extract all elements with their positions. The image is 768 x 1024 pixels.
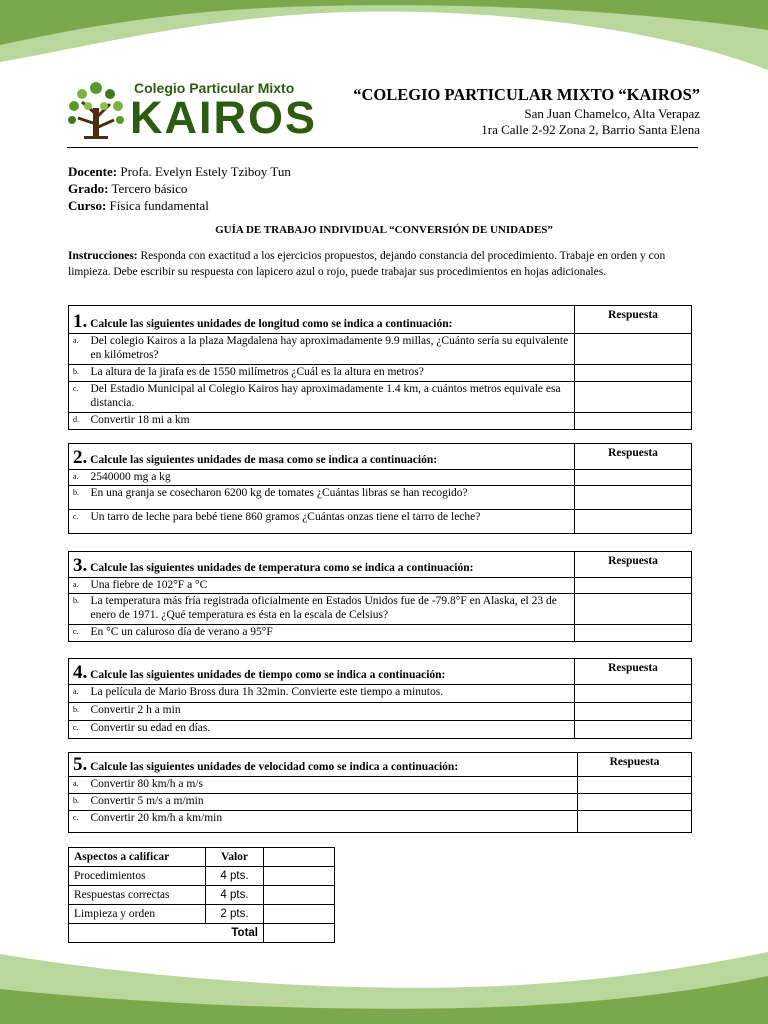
grade-line (68, 181, 187, 197)
grading-total-label: Total (69, 924, 264, 943)
section-1-heading: 1. Calcule las siguientes unidades de longitud como se indica a continuación: (69, 306, 575, 334)
question-text: Un tarro de leche para bebé tiene 860 gramos ¿Cuántas onzas tiene el tarro de leche? (87, 510, 575, 534)
top-wave-decoration (0, 0, 768, 90)
question-text: Convertir 18 mi a km (87, 413, 575, 430)
answer-cell[interactable] (575, 510, 692, 534)
school-address-city: San Juan Chamelco, Alta Verapaz (524, 106, 700, 121)
bottom-wave-decoration (0, 934, 768, 1024)
section-4-heading: 4. Calcule las siguientes unidades de tiempo como se indica a continuación: (69, 659, 575, 685)
school-address-street: 1ra Calle 2-92 Zona 2, Barrio Santa Elena (481, 122, 700, 137)
answer-cell[interactable] (575, 486, 692, 510)
question-text: Convertir 80 km/h a m/s (87, 777, 578, 794)
question-text: Una fiebre de 102°F a °C (87, 578, 575, 594)
question-text: Convertir su edad en días. (87, 721, 575, 739)
course-value: Física fundamental (109, 198, 209, 213)
question-text: Convertir 20 km/h a km/min (87, 811, 578, 833)
answer-header: Respuesta (575, 444, 692, 470)
grading-value: 4 pts. (206, 867, 264, 886)
answer-cell[interactable] (575, 382, 692, 413)
question-text: Del Estadio Municipal al Colegio Kairos hay aproximadamente 1.4 km, a cuántos metros equivale esa distancia. (87, 382, 575, 413)
question-text: La temperatura más fría registrada oficialmente en Estados Unidos fue de -79.8°F en Alaska, el 23 de enero de 1971. ¿Qué temperatura es ésta en la escala de Celsius? (87, 594, 575, 625)
school-title: “COLEGIO PARTICULAR MIXTO “KAIROS” (353, 85, 700, 104)
grade-value: Tercero básico (111, 181, 188, 196)
section-3-table: 3. Calcule las siguientes unidades de temperatura como se indica a continuación: Respuesta a. Una fiebre de 102°F a °C b. La temperatura más fría registrada oficialmente en Estados Unidos fue de -79.8°F en Alaska, el 23 de enero de 1971. ¿Qué temperatura es ésta en la escala de Celsius? c. En °C un caluroso día de verano a 95°F (68, 551, 692, 642)
answer-cell[interactable] (575, 721, 692, 739)
grading-aspect: Limpieza y orden (69, 905, 206, 924)
school-logo (64, 78, 316, 142)
answer-cell[interactable] (575, 703, 692, 721)
instructions-label: Instrucciones: (68, 250, 138, 262)
answer-header: Respuesta (578, 753, 692, 777)
section-5-table: 5. Calcule las siguientes unidades de velocidad como se indica a continuación: Respuesta a. Convertir 80 km/h a m/s b. Convertir 5 m/s a m/min c. Convertir 20 km/h a km/min (68, 752, 692, 833)
answer-cell[interactable] (575, 334, 692, 365)
section-3-heading: 3. Calcule las siguientes unidades de temperatura como se indica a continuación: (69, 552, 575, 578)
instructions (68, 248, 702, 280)
grading-score-cell[interactable] (264, 867, 335, 886)
grading-value: 2 pts. (206, 905, 264, 924)
guide-title: GUÍA DE TRABAJO INDIVIDUAL “CONVERSIÓN DE UNIDADES” (215, 224, 553, 236)
course-label: Curso: (68, 198, 107, 213)
section-5-heading: 5. Calcule las siguientes unidades de velocidad como se indica a continuación: (69, 753, 578, 777)
tree-logo-icon (64, 78, 128, 142)
answer-cell[interactable] (575, 413, 692, 430)
grading-value: 4 pts. (206, 886, 264, 905)
grading-score-cell[interactable] (264, 905, 335, 924)
answer-cell[interactable] (575, 685, 692, 703)
grading-total-cell[interactable] (264, 924, 335, 943)
section-2-heading: 2. Calcule las siguientes unidades de masa como se indica a continuación: (69, 444, 575, 470)
grading-header-aspect: Aspectos a calificar (69, 848, 206, 867)
answer-header: Respuesta (575, 552, 692, 578)
section-1-table: 1. Calcule las siguientes unidades de longitud como se indica a continuación: Respuesta a. Del colegio Kairos a la plaza Magdalena hay aproximadamente 9.9 millas, ¿Cuánto sería su equivalente en kilómetros? b. La altura de la jirafa es de 1550 milímetros ¿Cuál es la altura en metros? c. Del Estadio Municipal al Colegio Kairos hay aproximadamente 1.4 km, a cuántos metros equivale esa distancia. d. Convertir 18 mi a km (68, 305, 692, 430)
grading-aspect: Procedimientos (69, 867, 206, 886)
grade-label: Grado: (68, 181, 109, 196)
answer-cell[interactable] (578, 794, 692, 811)
logo-wordmark: KAIROS (130, 92, 318, 143)
section-2-table: 2. Calcule las siguientes unidades de masa como se indica a continuación: Respuesta a. 2540000 mg a kg b. En una granja se cosecharon 6200 kg de tomates ¿Cuántas libras se han recogido? c. Un tarro de leche para bebé tiene 860 gramos ¿Cuántas onzas tiene el tarro de leche? (68, 443, 692, 534)
instructions-text: Responda con exactitud a los ejercicios propuestos, dejando constancia del procedimiento. Trabaje en orden y con limpieza. Debe escribir su respuesta con lapicero azul o rojo, puede trabajar sus procedimientos en hojas adicionales. (68, 250, 666, 278)
answer-cell[interactable] (578, 811, 692, 833)
teacher-name: Profa. Evelyn Estely Tziboy Tun (120, 164, 291, 179)
section-4-table: 4. Calcule las siguientes unidades de tiempo como se indica a continuación: Respuesta a. La película de Mario Bross dura 1h 32min. Convierte este tiempo a minutos. b. Convertir 2 h a min c. Convertir su edad en días. (68, 658, 692, 739)
question-text: Del colegio Kairos a la plaza Magdalena hay aproximadamente 9.9 millas, ¿Cuánto sería su equivalente en kilómetros? (87, 334, 575, 365)
answer-cell[interactable] (575, 365, 692, 382)
grading-score-cell[interactable] (264, 886, 335, 905)
grading-score-cell[interactable] (264, 848, 335, 867)
answer-header: Respuesta (575, 659, 692, 685)
grading-aspect: Respuestas correctas (69, 886, 206, 905)
answer-header: Respuesta (575, 306, 692, 334)
question-text: 2540000 mg a kg (87, 470, 575, 486)
logo-subtitle: Colegio Particular Mixto (134, 80, 295, 96)
question-text: Convertir 5 m/s a m/min (87, 794, 578, 811)
answer-cell[interactable] (575, 578, 692, 594)
teacher-label: Docente: (68, 164, 118, 179)
answer-cell[interactable] (575, 625, 692, 642)
header-divider (67, 147, 698, 148)
answer-cell[interactable] (575, 594, 692, 625)
question-text: La película de Mario Bross dura 1h 32min. Convierte este tiempo a minutos. (87, 685, 575, 703)
question-text: La altura de la jirafa es de 1550 milímetros ¿Cuál es la altura en metros? (87, 365, 575, 382)
question-text: Convertir 2 h a min (87, 703, 575, 721)
answer-cell[interactable] (575, 470, 692, 486)
question-text: En una granja se cosecharon 6200 kg de tomates ¿Cuántas libras se han recogido? (87, 486, 575, 510)
course-line (68, 198, 209, 214)
grading-table (68, 847, 335, 943)
question-text: En °C un caluroso día de verano a 95°F (87, 625, 575, 642)
grading-header-value: Valor (206, 848, 264, 867)
teacher-line (68, 164, 291, 180)
answer-cell[interactable] (578, 777, 692, 794)
